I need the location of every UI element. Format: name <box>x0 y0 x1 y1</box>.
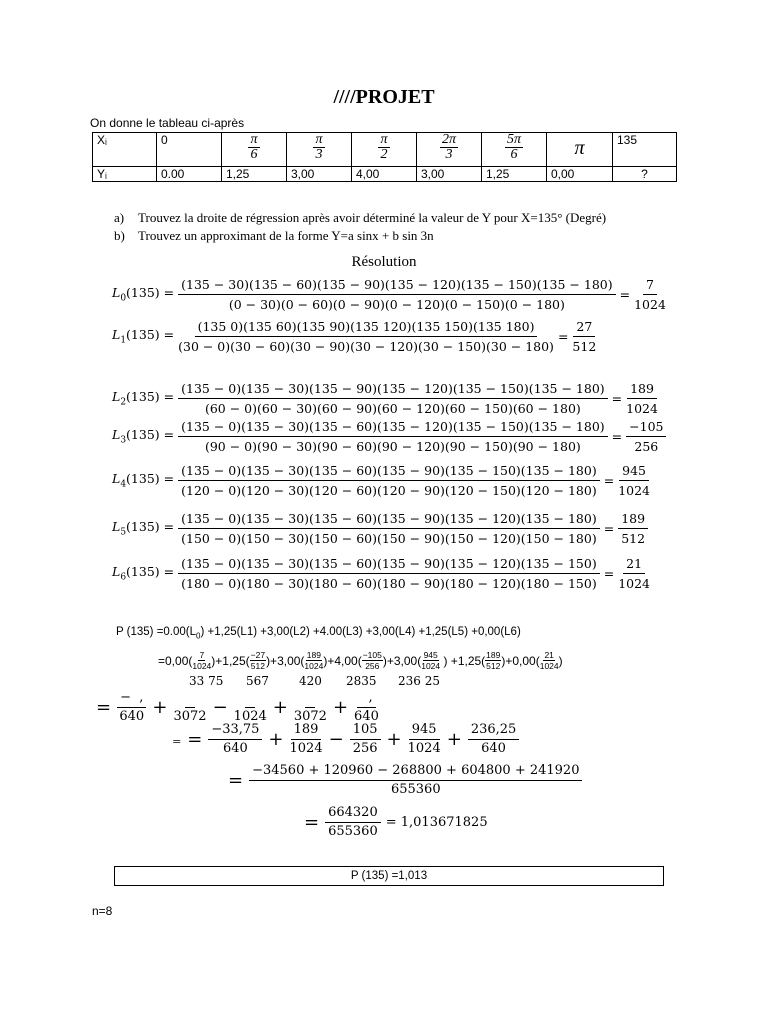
sub-fraction: −105 256 <box>362 650 382 671</box>
y-cell-5: 1,25 <box>482 167 547 182</box>
sub-fraction: 189 512 <box>486 650 501 671</box>
sub-text: )+1,25( <box>211 653 250 668</box>
sub-fraction: 21 1024 <box>539 650 559 671</box>
sub-text: )+3,00( <box>266 653 305 668</box>
y-cell-2: 3,00 <box>287 167 352 182</box>
intro-text: On donne le tableau ci-après <box>90 116 245 130</box>
sub-text: =0,00( <box>158 653 193 668</box>
sum-term: $\frac{945}{1024}$ <box>407 722 441 756</box>
sub-text: )+3,00( <box>382 653 422 668</box>
x-cell-1: $\frac{\pi}{6}$ <box>222 133 287 167</box>
lagrange-eq-5: $L_5(135)$ = (135 − 0)(135 − 30)(135 − 60)(135 − 90)(135 − 120)(135 − 180) (150 − 0)(150 − 30)(150 − 60)(150 − 90)(150 − 120)(150 − 180) = $\frac{189}{512}$ <box>112 510 648 547</box>
table-row-y <box>93 167 677 182</box>
overlay-num-1: 567 <box>246 674 269 688</box>
lagrange-eq-3: $L_3(135)$ = (135 − 0)(135 − 30)(135 − 60)(135 − 120)(135 − 150)(135 − 180) (90 − 0)(90 − 30)(90 − 60)(90 − 120)(90 − 150)(90 − 180) = $\frac{-105}{256}$ <box>112 418 666 455</box>
lagrange-result: $\frac{21}{1024}$ <box>618 556 650 591</box>
x-cell-3: $\frac{\pi}{2}$ <box>352 133 417 167</box>
row-y-label: Yᵢ <box>93 167 157 182</box>
p-expression: P $(135) =0.00(L_0) +1,25(L1) +3,00(L2) +4.00(L3) +3,00(L4) +1,25(L5) +0,00(L6)$ <box>116 626 521 641</box>
n-note: n=8 <box>92 904 113 918</box>
lagrange-result: $\frac{7}{1024}$ <box>634 277 666 312</box>
sum-term: − , 640 <box>117 690 146 725</box>
resolution-title: Résolution <box>351 254 417 270</box>
table-row-x <box>93 133 677 167</box>
sum-operator: + <box>386 729 402 750</box>
sum-lead: ₌ = <box>172 729 203 750</box>
x-cell-4: $\frac{2\pi}{3}$ <box>417 133 482 167</box>
sum-operator: + <box>268 729 284 750</box>
sub-text: )+0,00( <box>501 653 540 668</box>
sum-term: 3072 <box>173 690 206 725</box>
overlay-num-4: 236 25 <box>398 674 440 688</box>
lagrange-fraction: (135 − 0)(135 − 30)(135 − 60)(135 − 90)(135 − 120)(135 − 180) (150 − 0)(150 − 30)(150 − 60)(150 − 90)(150 − 120)(150 − 180) <box>178 510 600 547</box>
sum-term: $\frac{189}{1024}$ <box>289 722 323 756</box>
lagrange-eq-4: $L_4(135)$ = (135 − 0)(135 − 30)(135 − 60)(135 − 90)(135 − 150)(135 − 180) (120 − 0)(120 − 30)(120 − 60)(120 − 90)(120 − 150)(120 − 180) = $\frac{945}{1024}$ <box>112 463 650 498</box>
page-title: ////PROJET <box>333 86 435 108</box>
sub-fraction: 7 1024 <box>192 650 212 671</box>
overlay-num-3: 2835 <box>346 674 377 688</box>
y-cell-6: 0,00 <box>547 167 613 182</box>
sum-term: $\frac{236,25}{640}$ <box>468 722 520 757</box>
result-box: P (135) =1,013 <box>114 866 664 886</box>
lagrange-fraction: (135 0)(135 60)(135 90)(135 120)(135 150)(135 180) (30 − 0)(30 − 60)(30 − 90)(30 − 120)(30 − 150)(30 − 180) <box>178 319 554 354</box>
lagrange-fraction: (135 − 30)(135 − 60)(135 − 90)(135 − 120)(135 − 150)(135 − 180) (0 − 30)(0 − 60)(0 − 90)(0 − 120)(0 − 150)(0 − 180) <box>178 276 616 313</box>
sum-operator: − <box>212 697 228 718</box>
sub-text: ) <box>558 653 563 668</box>
question-b: b) Trouvez un approximant de la forme Y=a sinx + b sin 3n <box>114 228 434 243</box>
sum-term: 1024 <box>234 690 267 725</box>
lagrange-result: $\frac{-105}{256}$ <box>626 418 666 455</box>
sum-lead: = <box>96 697 112 718</box>
lagrange-eq-1: $L_1(135)$ = (135 0)(135 60)(135 90)(135 120)(135 150)(135 180) (30 − 0)(30 − 60)(30 − 90)(30 − 120)(30 − 150)(30 − 180) = $\frac{27}{512}$ <box>112 319 597 354</box>
y-cell-3: 4,00 <box>352 167 417 182</box>
sum-line-4: = $\frac{664320}{655360}$ = 1,013671825 <box>304 805 488 839</box>
question-a: a) Trouvez la droite de régression après avoir déterminé la valeur de Y pour X=135° (Degré) <box>114 210 607 225</box>
p-substitution <box>158 650 563 671</box>
sub-text: )+4,00( <box>323 653 362 668</box>
sum-operator: + <box>332 697 349 718</box>
x-cell-5: $\frac{5\pi}{6}$ <box>482 133 547 167</box>
sum-operator: − <box>328 729 344 750</box>
sum-line-2 <box>166 722 519 757</box>
overlay-num-0: 33 75 <box>189 674 224 688</box>
y-cell-1: 1,25 <box>222 167 287 182</box>
overlay-num-2: 420 <box>299 674 322 688</box>
sum-operator: + <box>272 697 288 718</box>
lagrange-result: $\frac{27}{512}$ <box>572 319 597 354</box>
x-cell-0: 0 <box>157 133 222 167</box>
x-cell-7: 135 <box>613 133 677 167</box>
row-x-label: Xᵢ <box>93 133 157 167</box>
lagrange-result: $\frac{189}{512}$ <box>618 510 648 547</box>
sub-fraction: 945 1024 <box>421 650 441 671</box>
lagrange-eq-6: $L_6(135)$ = (135 − 0)(135 − 30)(135 − 60)(135 − 90)(135 − 120)(135 − 150) (180 − 0)(180 − 30)(180 − 60)(180 − 90)(180 − 120)(180 − 150) = $\frac{21}{1024}$ <box>112 556 650 591</box>
lagrange-fraction: (135 − 0)(135 − 30)(135 − 60)(135 − 120)(135 − 150)(135 − 180) (90 − 0)(90 − 30)(90 − 60)(90 − 120)(90 − 150)(90 − 180) <box>178 418 608 455</box>
lagrange-fraction: (135 − 0)(135 − 30)(135 − 90)(135 − 120)(135 − 150)(135 − 180) (60 − 0)(60 − 30)(60 − 90)(60 − 120)(60 − 150)(60 − 180) <box>178 380 608 417</box>
sum-line-3: = $\frac{-34560 + 120960 - 268800 + 604800 + 241920}{655360}$ <box>222 763 582 798</box>
sum-term: $\frac{105}{256}$ <box>350 722 381 757</box>
lagrange-eq-0: $L_0(135)$ = (135 − 30)(135 − 60)(135 − 90)(135 − 120)(135 − 150)(135 − 180) (0 − 30)(0 − 60)(0 − 90)(0 − 120)(0 − 150)(0 − 180) = $\frac{7}{1024}$ <box>112 277 666 312</box>
x-cell-6: π <box>547 133 613 167</box>
y-cell-4: 3,00 <box>417 167 482 182</box>
sub-text: ) +1,25( <box>440 653 486 668</box>
sum-term: 3072 <box>294 690 327 725</box>
data-table <box>92 132 677 182</box>
lagrange-fraction: (135 − 0)(135 − 30)(135 − 60)(135 − 90)(135 − 150)(135 − 180) (120 − 0)(120 − 30)(120 − 60)(120 − 90)(120 − 150)(120 − 180) <box>178 462 600 499</box>
sum-term: , 640 <box>354 690 379 724</box>
y-cell-7: ? <box>613 167 677 182</box>
y-cell-0: 0.00 <box>157 167 222 182</box>
sum-operator: + <box>446 729 462 750</box>
lagrange-result: $\frac{945}{1024}$ <box>618 463 650 498</box>
sum-operator: + <box>152 697 168 718</box>
sub-fraction: −27 512 <box>250 650 266 671</box>
lagrange-eq-2: $L_2(135)$ = (135 − 0)(135 − 30)(135 − 90)(135 − 120)(135 − 150)(135 − 180) (60 − 0)(60 − 30)(60 − 90)(60 − 120)(60 − 150)(60 − 180) = $\frac{189}{1024}$ <box>112 381 658 416</box>
lagrange-result: $\frac{189}{1024}$ <box>626 381 658 416</box>
sum-term: $\frac{-33,75}{640}$ <box>208 722 262 757</box>
sub-fraction: 189 1024 <box>304 650 324 671</box>
lagrange-fraction: (135 − 0)(135 − 30)(135 − 60)(135 − 90)(135 − 120)(135 − 150) (180 − 0)(180 − 30)(180 − 60)(180 − 90)(180 − 120)(180 − 150) <box>178 555 600 592</box>
sum-line-1 <box>90 690 379 725</box>
x-cell-2: $\frac{\pi}{3}$ <box>287 133 352 167</box>
